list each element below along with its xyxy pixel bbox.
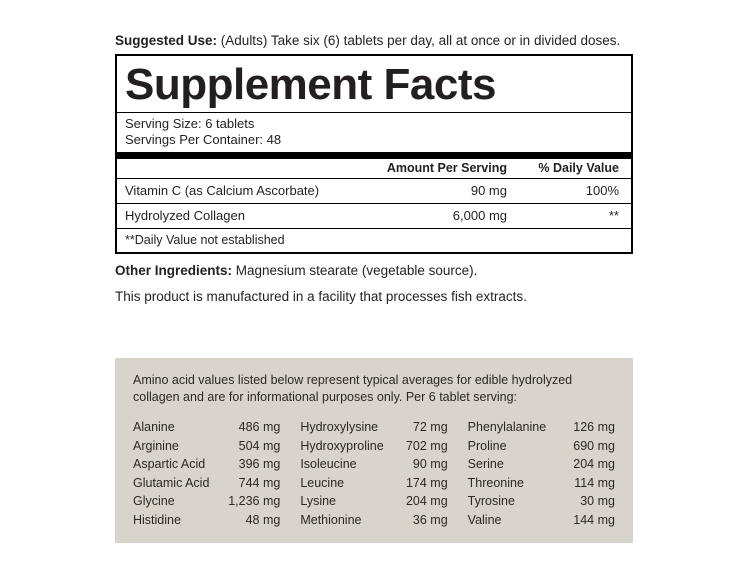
- amino-acid-value: 126 mg: [573, 420, 615, 434]
- amino-acid-value: 702 mg: [405, 438, 448, 453]
- serving-size: Serving Size: 6 tablets: [125, 116, 255, 131]
- amino-acid-name: Hydroxyproline: [300, 438, 384, 453]
- nutrient-table-header: [117, 159, 631, 178]
- other-ingredients-line: [115, 262, 477, 279]
- list-item: [300, 474, 447, 493]
- amino-acid-value: 204 mg: [405, 494, 448, 508]
- amino-acid-value: 504 mg: [238, 438, 281, 453]
- suggested-use-text: (Adults) Take six (6) tablets per day, all at once or in divided doses.: [220, 33, 621, 48]
- nutrient-amount: 90 mg: [470, 183, 507, 198]
- list-item: [468, 418, 615, 437]
- serving-info: [117, 113, 631, 152]
- amino-acid-name: Leucine: [300, 475, 345, 490]
- amino-acid-value: 690 mg: [573, 438, 615, 453]
- amino-acid-value: 90 mg: [412, 457, 448, 471]
- amino-acid-value: 144 mg: [573, 512, 615, 527]
- list-item: [300, 418, 447, 437]
- amino-acid-name: Lysine: [300, 494, 336, 508]
- list-item: [300, 437, 447, 456]
- amino-acid-value: 744 mg: [238, 475, 281, 490]
- nutrient-daily-value: **: [608, 208, 619, 223]
- other-ingredients-text: Magnesium stearate (vegetable source).: [235, 263, 478, 278]
- amino-acid-columns: [133, 418, 615, 529]
- amino-acid-name: Alanine: [133, 420, 175, 434]
- amino-acid-value: 486 mg: [238, 420, 281, 434]
- amino-acid-value: 114 mg: [574, 475, 615, 490]
- amino-acid-name: Serine: [467, 457, 504, 471]
- list-item: [133, 418, 280, 437]
- amino-acid-name: Histidine: [133, 512, 181, 527]
- column-header-amount: Amount Per Serving: [386, 161, 507, 175]
- list-item: [133, 511, 280, 530]
- list-item: [468, 437, 615, 456]
- amino-acid-name: Glutamic Acid: [133, 475, 210, 490]
- amino-acid-value: 48 mg: [245, 512, 281, 527]
- suggested-use-label: Suggested Use:: [115, 33, 218, 48]
- list-item: [133, 492, 280, 511]
- table-row: [117, 179, 631, 203]
- amino-acid-value: 1,236 mg: [228, 494, 281, 508]
- other-ingredients-label: Other Ingredients:: [115, 263, 233, 278]
- supplement-facts-title: Supplement Facts: [125, 60, 496, 109]
- servings-per-container: Servings Per Container: 48: [125, 131, 282, 147]
- divider-thick-above-headers: [117, 152, 631, 159]
- amino-acid-name: Phenylalanine: [467, 420, 547, 434]
- amino-acid-name: Tyrosine: [467, 494, 515, 508]
- amino-acid-name: Proline: [467, 438, 507, 453]
- list-item: [468, 492, 615, 511]
- amino-acid-name: Isoleucine: [300, 457, 357, 471]
- list-item: [468, 474, 615, 493]
- list-item: [300, 511, 447, 530]
- list-item: [468, 511, 615, 530]
- amino-acid-value: 396 mg: [238, 457, 281, 471]
- list-item: [300, 455, 447, 474]
- nutrient-name: Hydrolyzed Collagen: [125, 208, 245, 223]
- nutrient-name: Vitamin C (as Calcium Ascorbate): [125, 183, 320, 198]
- list-item: [133, 474, 280, 493]
- nutrient-amount: 6,000 mg: [452, 208, 507, 223]
- amino-acid-name: Valine: [467, 512, 502, 527]
- list-item: [300, 492, 447, 511]
- amino-acid-note: Amino acid values listed below represent typical averages for edible hydrolyzed collagen and are for informational purposes only. Per 6 tablet serving:: [133, 373, 573, 404]
- amino-acid-value: 204 mg: [573, 457, 615, 471]
- amino-acid-name: Methionine: [300, 512, 362, 527]
- amino-acid-panel: [115, 358, 633, 543]
- amino-acid-value: 30 mg: [580, 494, 615, 508]
- amino-acid-name: Aspartic Acid: [133, 457, 206, 471]
- amino-acid-column-1: [133, 418, 280, 529]
- amino-acid-column-2: [300, 418, 447, 529]
- amino-acid-name: Threonine: [467, 475, 524, 490]
- amino-acid-column-3: [468, 418, 615, 529]
- table-row: [117, 204, 631, 228]
- supplement-facts-panel: [115, 54, 633, 254]
- facility-allergen-note: This product is manufactured in a facility that processes fish extracts.: [115, 289, 527, 304]
- suggested-use-line: [115, 32, 620, 49]
- column-header-daily-value: % Daily Value: [538, 161, 619, 175]
- list-item: [468, 455, 615, 474]
- amino-acid-value: 72 mg: [412, 420, 448, 434]
- daily-value-footnote: **Daily Value not established: [125, 233, 285, 247]
- amino-acid-name: Glycine: [133, 494, 175, 508]
- nutrient-daily-value: 100%: [585, 183, 619, 198]
- amino-acid-value: 36 mg: [412, 512, 448, 527]
- list-item: [133, 437, 280, 456]
- list-item: [133, 455, 280, 474]
- amino-acid-name: Arginine: [133, 438, 179, 453]
- amino-acid-value: 174 mg: [405, 475, 448, 490]
- amino-acid-name: Hydroxylysine: [300, 420, 379, 434]
